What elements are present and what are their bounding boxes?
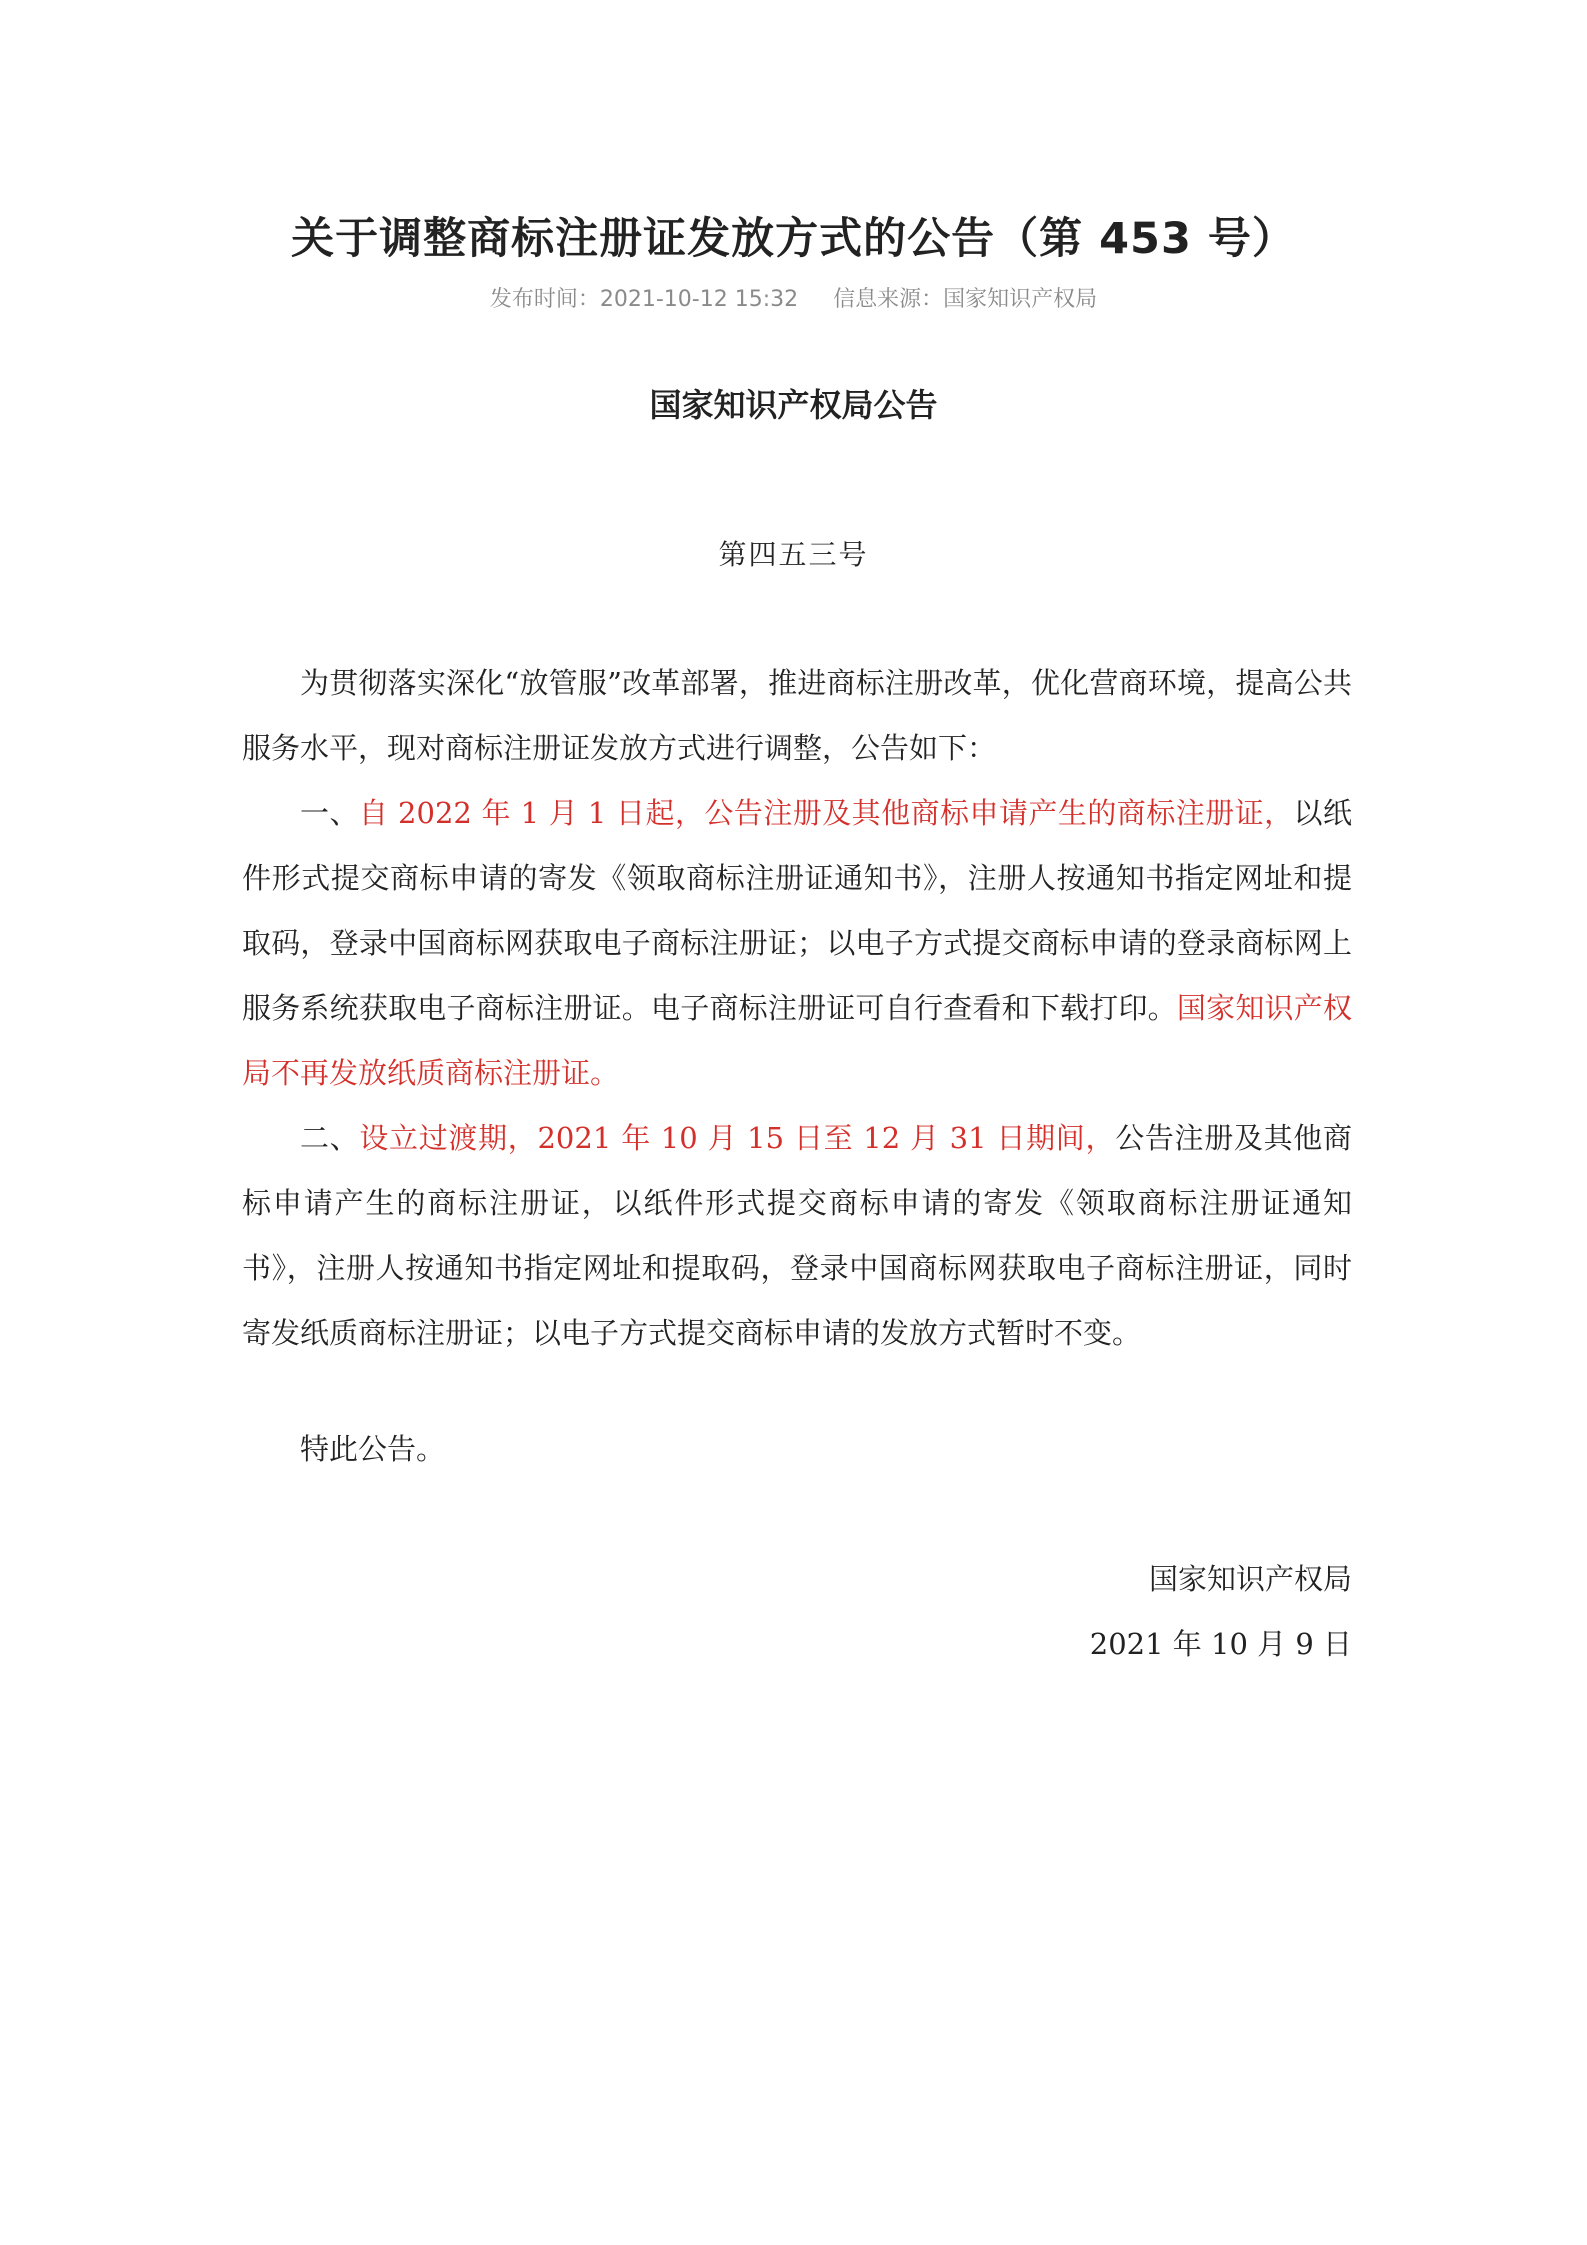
info-source: 信息来源：国家知识产权局 bbox=[833, 287, 1098, 312]
item-2-prefix: 二、 bbox=[300, 1121, 360, 1155]
item-2-paragraph bbox=[242, 1106, 1352, 1366]
intro-paragraph: 为贯彻落实深化“放管服”改革部署，推进商标注册改革，优化营商环境，提高公共服务水平，现对商标注册证发放方式进行调整，公告如下： bbox=[242, 666, 1352, 765]
notice-title: 关于调整商标注册证发放方式的公告（第 453 号） bbox=[291, 214, 1296, 264]
signature-org: 国家知识产权局 bbox=[1148, 1562, 1352, 1596]
publish-time: 发布时间：2021-10-12 15:32 bbox=[489, 287, 799, 312]
item-1-prefix: 一、 bbox=[300, 796, 359, 830]
closing-statement: 特此公告。 bbox=[300, 1432, 446, 1466]
notice-meta bbox=[0, 282, 1587, 313]
item-1-paragraph bbox=[242, 781, 1352, 1106]
item-1-highlight-start: 自 2022 年 1 月 1 日起，公告注册及其他商标申请产生的商标注册证， bbox=[358, 796, 1294, 830]
item-2-text: 公告注册及其他商标申请产生的商标注册证，以纸件形式提交商标申请的寄发《领取商标注册证通知书》，注册人按通知书指定网址和提取码，登录中国商标网获取电子商标注册证，同时寄发纸质商标注册证；以电子方式提交商标申请的发放方式暂时不变。 bbox=[242, 1121, 1352, 1350]
org-header: 国家知识产权局公告 bbox=[649, 386, 938, 424]
item-2-highlight: 设立过渡期，2021 年 10 月 15 日至 12 月 31 日期间， bbox=[359, 1121, 1116, 1155]
item-1-text: 以纸件形式提交商标申请的寄发《领取商标注册证通知书》，注册人按通知书指定网址和提取码，登录中国商标网获取电子商标注册证；以电子方式提交商标申请的登录商标网上服务系统获取电子商标注册证。电子商标注册证可自行查看和下载打印。 bbox=[242, 796, 1352, 1025]
item-1-highlight-end: 国家知识产权局不再发放纸质商标注册证。 bbox=[242, 991, 1352, 1090]
notice-body bbox=[242, 651, 1352, 1366]
signature-block bbox=[242, 1547, 1352, 1677]
signature-date: 2021 年 10 月 9 日 bbox=[1089, 1627, 1352, 1661]
notice-serial-number: 第四五三号 bbox=[718, 538, 869, 571]
